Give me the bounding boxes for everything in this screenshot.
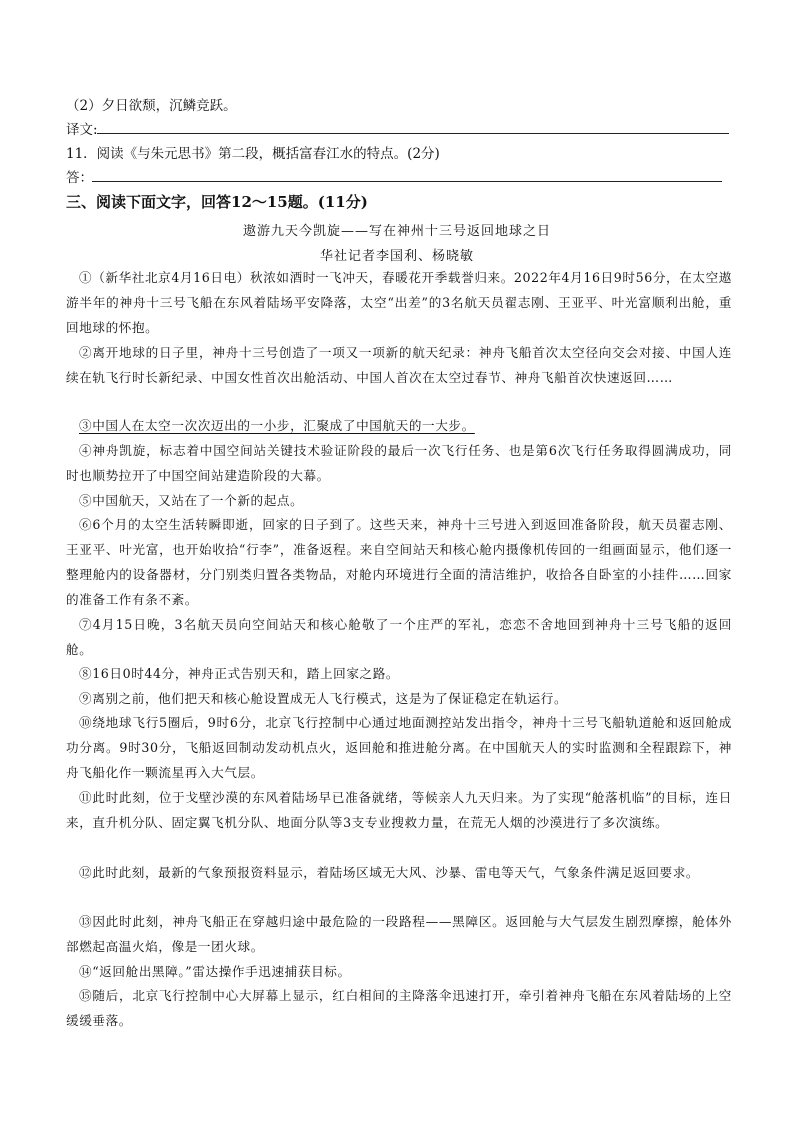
paragraph-13: ⑬因此时此刻，神舟飞船正在穿越归途中最危险的一段路程——黑障区。返回舱与大气层发生剧烈摩擦，舱体外部燃起高温火焰，像是一团火球。 (66, 914, 732, 954)
paragraph-3 (66, 413, 732, 438)
underlined-sentence: ③中国人在太空一次次迈出的一小步，汇聚成了中国航天的一大步。 (79, 418, 475, 433)
paragraph-8: ⑧16日0时44分，神舟正式告别天和，踏上回家之路。 (79, 666, 400, 681)
article-title: 遨游九天今凯旋——写在神州十三号返回地球之日 (242, 224, 551, 239)
paragraph-5: ⑤中国航天，又站在了一个新的起点。 (79, 493, 304, 508)
paragraph-2: ②离开地球的日子里，神舟十三号创造了一项又一项新的航天纪录：神舟飞船首次太空径向交会对接、中国人连续在轨飞行时长新纪录、中国女性首次出舱活动、中国人首次在太空过春节、神舟飞船首次快速返回…… (66, 345, 732, 385)
question-11-answer-line[interactable] (92, 181, 722, 182)
question-11-answer-label: 答： (66, 170, 93, 186)
question-10-2: （2）夕日欲颓，沉鳞竞跃。 (66, 98, 237, 114)
paragraph-9: ⑨离别之前，他们把天和核心舱设置成无人飞行模式，这是为了保证稳定在轨运行。 (79, 691, 568, 706)
paragraph-14: ⑭“返回舱出黑障。”雷达操作手迅速捕获目标。 (79, 964, 351, 979)
paragraph-6: ⑥6个月的太空生活转瞬即逝，回家的日子到了。这些天来，神舟十三号进入到返回准备阶段，航天员翟志刚、王亚平、叶光富，也开始收拾“行李”，准备返程。来自空间站天和核心舱内摄像机传回的一组画面显示，他们逐一整理舱内的设备器材，分门别类归置各类物品，对舱内环境进行全面的清洁维护，收拾各自卧室的小挂件……回家的准备工作有条不紊。 (66, 517, 732, 607)
article-byline: 华社记者李国利、杨晓敏 (319, 249, 474, 264)
paragraph-15: ⑮随后，北京飞行控制中心大屏幕上显示，红白相间的主降落伞迅速打开，牵引着神舟飞船在东风着陆场的上空缓缓垂落。 (66, 988, 732, 1028)
paragraph-1: ①（新华社北京4月16日电）秋浓如酒时一飞冲天，春暖花开季载誉归来。2022年4月16日9时56分，在太空遨游半年的神舟十三号飞船在东风着陆场平安降落，太空“出差”的3名航天员翟志刚、王亚平、叶光富顺利出舱，重回地球的怀抱。 (66, 270, 732, 335)
paragraph-7: ⑦4月15日晚，3名航天员向空间站天和核心舱敬了一个庄严的军礼，恋恋不舍地回到神舟十三号飞船的返回舱。 (66, 617, 732, 657)
question-11: 11．阅读《与朱元思书》第二段，概括富春江水的特点。(2分) (66, 146, 440, 162)
question-10-answer-label: 译文: (66, 122, 98, 138)
paragraph-11: ⑪此时此刻，位于戈壁沙漠的东风着陆场早已准备就绪，等候亲人九天归来。为了实现“舱落机临”的目标，连日来，直升机分队、固定翼飞机分队、地面分队等3支专业搜救力量，在荒无人烟的沙漠进行了多次演练。 (66, 790, 732, 830)
paragraph-12: ⑫此时此刻，最新的气象预报资料显示，着陆场区域无大风、沙暴、雷电等天气，气象条件满足返回要求。 (79, 865, 700, 880)
paragraph-10: ⑩绕地球飞行5圈后，9时6分，北京飞行控制中心通过地面测控站发出指令，神舟十三号飞船轨道舱和返回舱成功分离。9时30分，飞船返回制动发动机点火，返回舱和推进舱分离。在中国航天人的实时监测和全程跟踪下，神舟飞船化作一颗流星再入大气层。 (66, 715, 732, 780)
section-3-heading: 三、阅读下面文字，回答12～15题。(11分) (66, 193, 368, 211)
question-10-answer-line[interactable] (97, 133, 729, 134)
paragraph-4: ④神舟凯旋，标志着中国空间站关键技术验证阶段的最后一次飞行任务、也是第6次飞行任务取得圆满成功，同时也顺势拉开了中国空间站建造阶段的大幕。 (66, 443, 732, 483)
